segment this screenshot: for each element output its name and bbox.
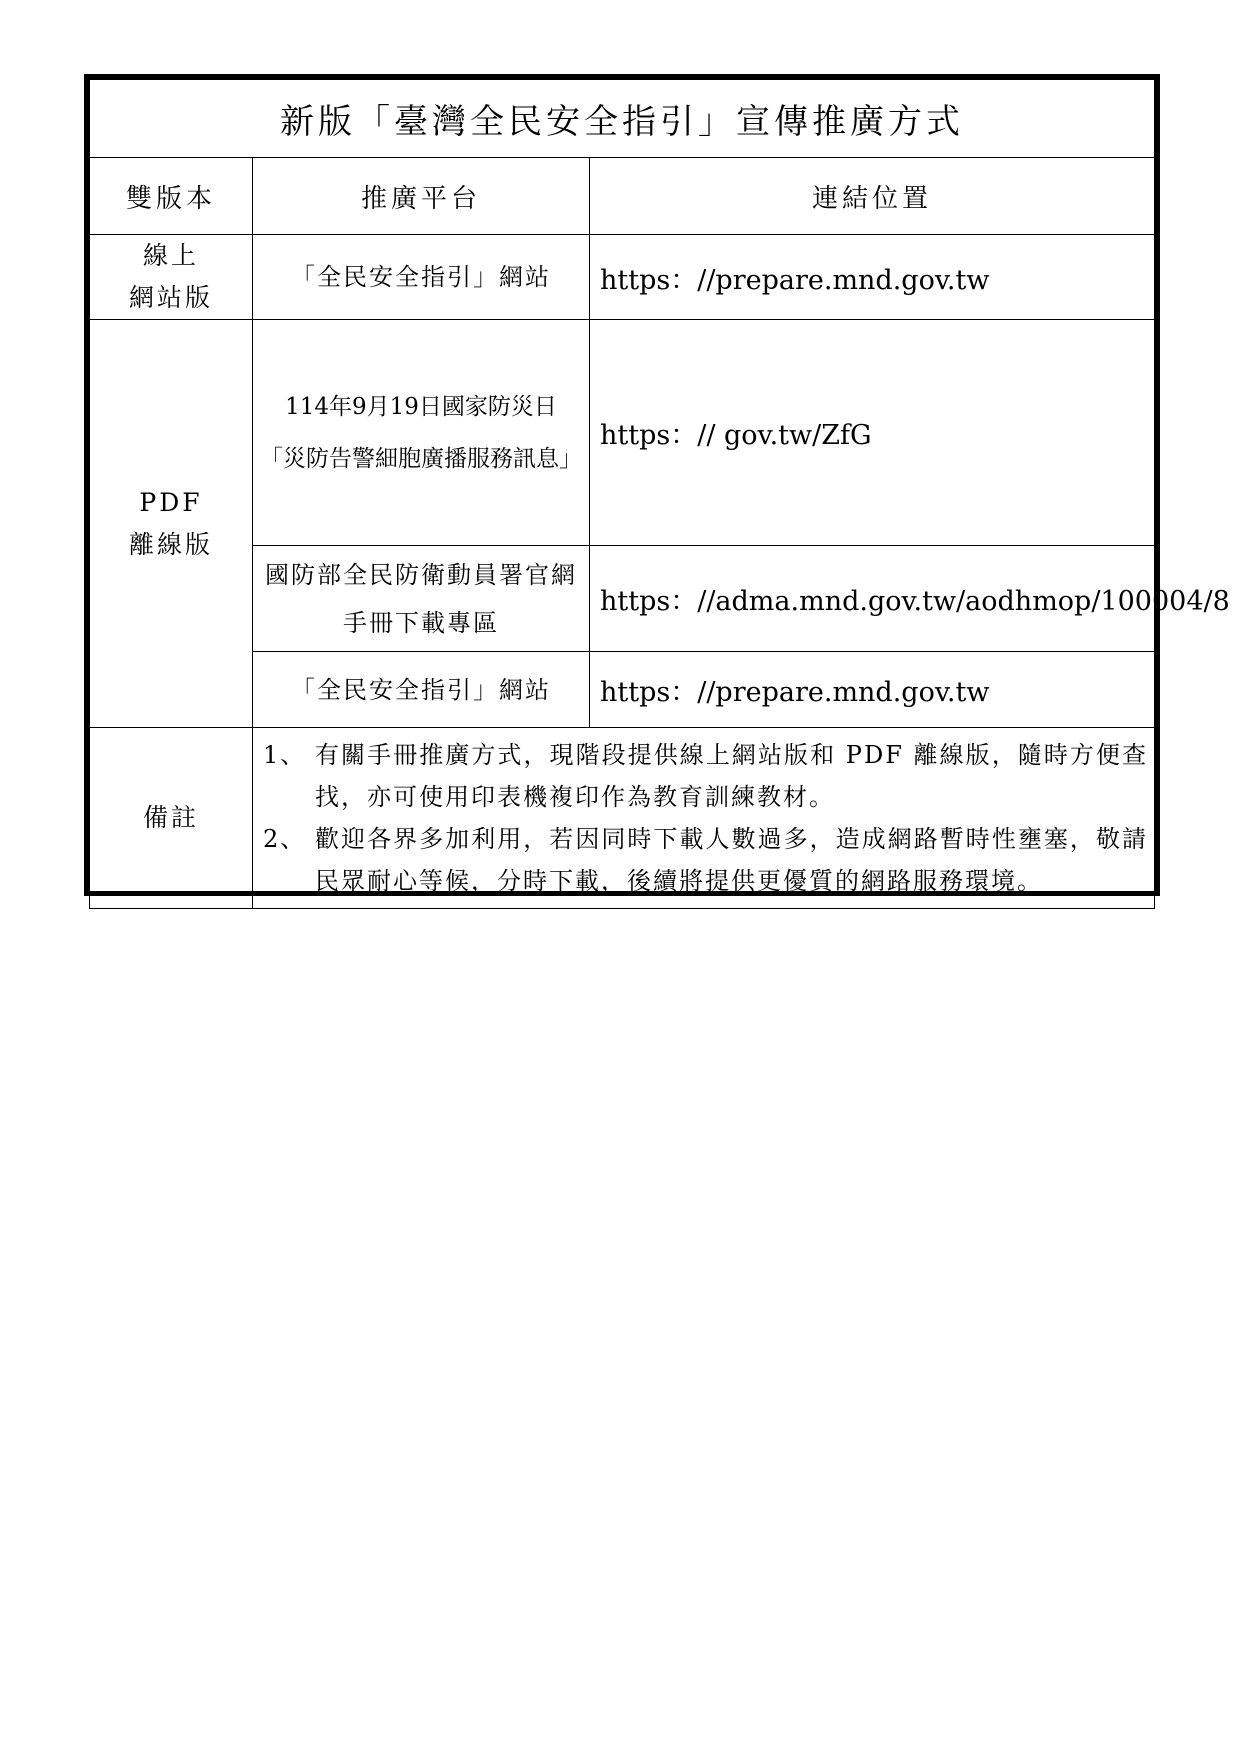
- version-online-line1: 線上: [142, 241, 199, 270]
- platform-cell: 「全民安全指引」網站: [253, 652, 590, 728]
- platform-sms-line2: 「災防告警細胞廣播服務訊息」: [260, 445, 582, 472]
- header-version: 雙版本: [90, 158, 253, 235]
- platform-cell: 「全民安全指引」網站: [253, 235, 590, 320]
- version-pdf-line2: 離線版: [128, 529, 213, 559]
- notes-content: [253, 728, 1155, 909]
- platform-sms-line1: 114年9月19日國家防災日: [285, 393, 557, 420]
- note-item: [263, 734, 1148, 818]
- version-pdf-line1: PDF: [139, 487, 203, 517]
- link-prepare-pdf[interactable]: https：//prepare.mnd.gov.tw: [590, 652, 1155, 728]
- note-number: 1、: [263, 741, 307, 769]
- notes-row: [90, 728, 1155, 909]
- notes-label: 備註: [90, 728, 253, 909]
- version-cell-pdf: [90, 320, 253, 728]
- link-adma[interactable]: https：//adma.mnd.gov.tw/aodhmop/100004/8: [590, 546, 1155, 652]
- header-link: 連結位置: [590, 158, 1155, 235]
- promotion-table: [89, 79, 1230, 909]
- note-number: 2、: [263, 825, 307, 853]
- note-text: 有關手冊推廣方式，現階段提供線上網站版和 PDF 離線版，隨時方便查找，亦可使用印表機複印作為教育訓練教材。: [315, 741, 1148, 811]
- table-title: 新版「臺灣全民安全指引」宣傳推廣方式: [90, 80, 1155, 158]
- promotion-table-frame: [84, 74, 1230, 896]
- table-row: [90, 235, 1155, 320]
- platform-adma-line1: 國防部全民防衛動員署官網: [265, 560, 577, 589]
- table-row: [90, 320, 1155, 546]
- note-item: [263, 818, 1148, 902]
- link-gov-short[interactable]: https：// gov.tw/ZfG: [590, 320, 1155, 546]
- link-prepare-online[interactable]: https：//prepare.mnd.gov.tw: [590, 235, 1155, 320]
- version-online-line2: 網站版: [128, 283, 213, 312]
- platform-cell: [253, 320, 590, 546]
- header-platform: 推廣平台: [253, 158, 590, 235]
- platform-adma-line2: 手冊下載專區: [343, 608, 499, 637]
- note-text: 歡迎各界多加利用，若因同時下載人數過多，造成網路暫時性壅塞，敬請民眾耐心等候，分時下載，後續將提供更優質的網路服務環境。: [315, 825, 1148, 895]
- platform-cell: [253, 546, 590, 652]
- version-cell-online: [90, 235, 253, 320]
